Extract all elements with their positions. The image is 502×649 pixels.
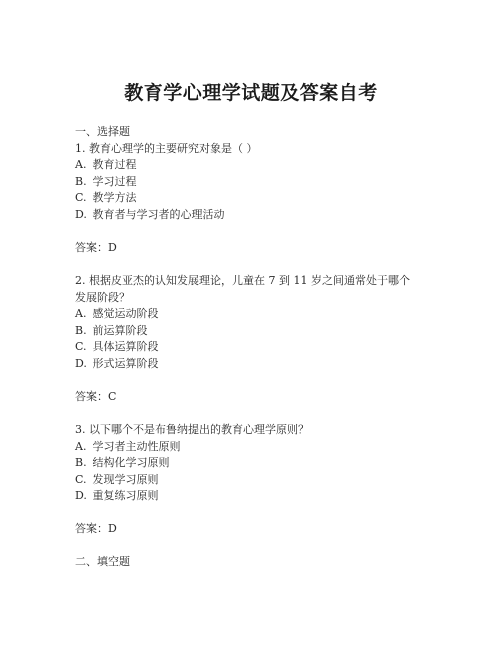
answer-1: 答案：D — [75, 241, 117, 254]
question-number: 2. — [75, 274, 86, 287]
option-text: 具体运算阶段 — [92, 340, 159, 353]
option-b — [75, 174, 137, 191]
option-label: B. — [75, 456, 87, 469]
option-label: A. — [75, 158, 87, 171]
option-label: D. — [75, 357, 87, 370]
option-text: 感觉运动阶段 — [92, 307, 159, 320]
option-text: 结构化学习原则 — [92, 456, 170, 469]
option-a — [75, 157, 137, 174]
question-number: 3. — [75, 423, 86, 436]
option-b — [75, 455, 170, 472]
option-label: D. — [75, 208, 87, 221]
option-d — [75, 207, 225, 224]
question-number: 1. — [75, 142, 86, 155]
option-text: 教育过程 — [92, 158, 137, 171]
option-b — [75, 323, 148, 340]
question-3 — [75, 422, 309, 439]
option-label: A. — [75, 307, 87, 320]
option-label: B. — [75, 324, 87, 337]
option-text: 重复练习原则 — [92, 489, 159, 502]
question-text: 以下哪个不是布鲁纳提出的教育心理学原则？ — [89, 423, 309, 436]
option-text: 学习者主动性原则 — [92, 440, 181, 453]
option-text: 学习过程 — [92, 175, 137, 188]
option-label: C. — [75, 473, 87, 486]
option-c — [75, 339, 159, 356]
option-d — [75, 356, 159, 373]
question-2-continued: 发展阶段？ — [75, 291, 130, 304]
option-label: C. — [75, 340, 87, 353]
option-text: 教育者与学习者的心理活动 — [92, 208, 225, 221]
question-text-line-1: 根据皮亚杰的认知发展理论，儿童在 7 到 11 岁之间通常处于哪个 — [89, 274, 410, 287]
question-text: 教育心理学的主要研究对象是（ ） — [89, 142, 258, 155]
option-text: 发现学习原则 — [92, 473, 159, 486]
document-title: 教育学心理学试题及答案自考 — [124, 82, 378, 104]
option-label: A. — [75, 440, 87, 453]
option-a — [75, 306, 159, 323]
option-text: 教学方法 — [92, 191, 137, 204]
option-text: 前运算阶段 — [92, 324, 148, 337]
option-c — [75, 190, 137, 207]
option-label: D. — [75, 489, 87, 502]
option-label: C. — [75, 191, 87, 204]
section-heading-fill-in: 二、填空题 — [75, 555, 130, 568]
answer-3: 答案：D — [75, 522, 117, 535]
question-2 — [75, 273, 410, 290]
option-d — [75, 488, 159, 505]
option-text: 形式运算阶段 — [92, 357, 159, 370]
option-label: B. — [75, 175, 87, 188]
option-a — [75, 439, 181, 456]
section-heading-choice: 一、选择题 — [75, 125, 130, 138]
question-1 — [75, 141, 258, 158]
option-c — [75, 472, 159, 489]
answer-2: 答案：C — [75, 390, 117, 403]
